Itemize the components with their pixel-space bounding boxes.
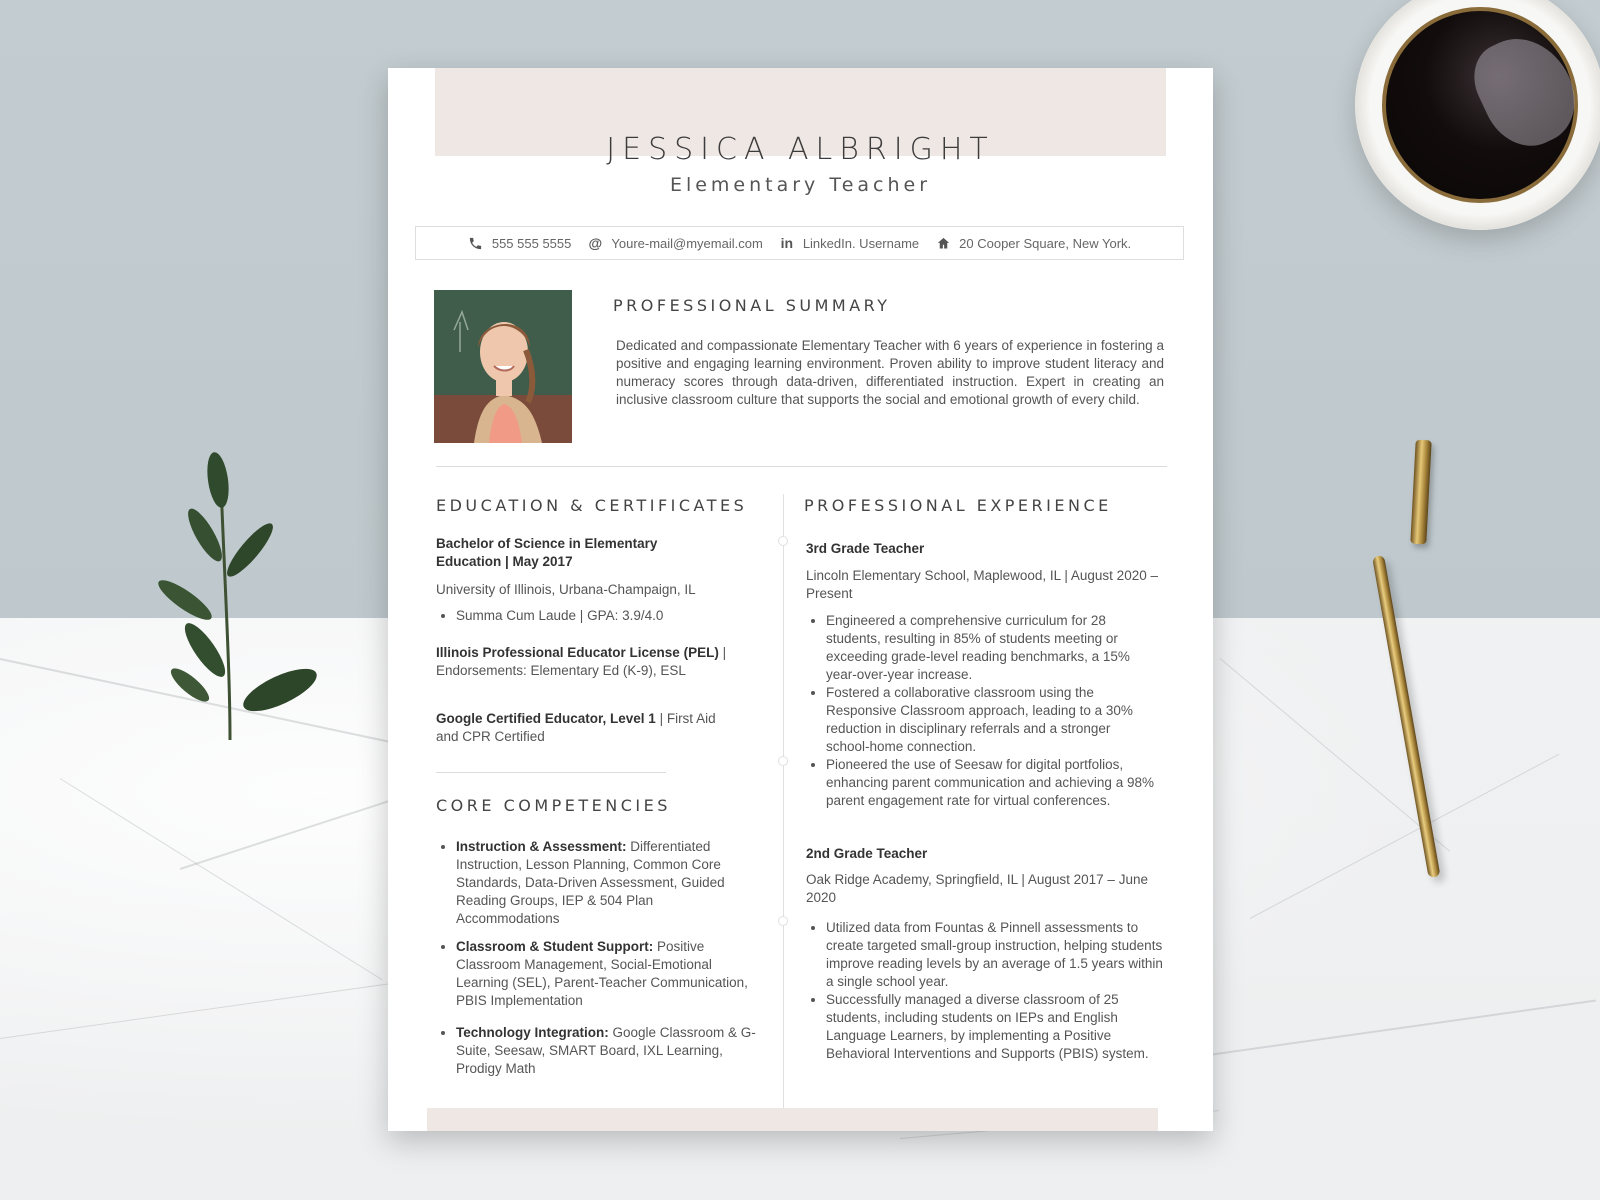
job-place: Lincoln Elementary School, Maplewood, IL | August 2020 – Present [806, 568, 1158, 601]
section-divider [436, 466, 1167, 467]
summary-heading: PROFESSIONAL SUMMARY [613, 296, 891, 315]
summary-text: Dedicated and compassionate Elementary Teacher with 6 years of experience in fostering a positive and engaging learning environment. Proven ability to improve student literacy and numeracy scores through data-driven, differentiated instruction. Expert in creating an inclusive classroom culture that supports the social and emotional growth of every child. [616, 338, 1164, 407]
timeline-dot [778, 756, 788, 766]
contact-email: @ Youre-mail@myemail.com [588, 235, 763, 251]
candidate-name: JESSICA ALBRIGHT [606, 132, 995, 167]
timeline-dot [778, 916, 788, 926]
education-honors: • Summa Cum Laude | GPA: 3.9/4.0 [436, 607, 766, 625]
list-item: • Pioneered the use of Seesaw for digital portfolios, enhancing parent communication and achieving a 98% parent engagement rate for virtual conferences. [826, 756, 1156, 810]
contact-address: 20 Cooper Square, New York. [935, 235, 1131, 251]
resume-page [388, 68, 1213, 1131]
competencies-heading: CORE COMPETENCIES [436, 796, 671, 815]
education-degree: Bachelor of Science in Elementary Education | May 2017 [436, 536, 658, 569]
job-bullets [806, 919, 1171, 1063]
timeline-line [783, 494, 784, 1131]
contact-phone: 555 555 5555 [468, 235, 572, 251]
certificate-pel: Illinois Professional Educator License (PEL) | Endorsements: Elementary Ed (K-9), ESL [436, 645, 727, 678]
plant-sprig [150, 440, 350, 760]
list-item: • Instruction & Assessment: Differentiated Instruction, Lesson Planning, Common Core Standards, Data-Driven Assessment, Guided Reading Groups, IEP & 504 Plan Accommodations [456, 838, 756, 928]
contact-bar [415, 226, 1184, 260]
profile-photo [434, 290, 572, 443]
phone-icon [468, 235, 484, 251]
certificate-google: Google Certified Educator, Level 1 | First Aid and CPR Certified [436, 711, 716, 744]
footer-band [427, 1108, 1158, 1131]
timeline-dot [778, 536, 788, 546]
list-item: • Classroom & Student Support: Positive Classroom Management, Social-Emotional Learning (SEL), Parent-Teacher Communication, PBIS Implementation [456, 938, 756, 1010]
job-role: 3rd Grade Teacher [806, 541, 925, 556]
home-icon [935, 235, 951, 251]
coffee [1382, 7, 1578, 203]
candidate-title: Elementary Teacher [669, 174, 932, 196]
education-school: University of Illinois, Urbana-Champaign, IL [436, 582, 696, 597]
contact-linkedin: in LinkedIn. Username [780, 235, 920, 251]
job-place: Oak Ridge Academy, Springfield, IL | August 2017 – June 2020 [806, 872, 1148, 905]
list-item: • Successfully managed a diverse classroom of 25 students, including students on IEPs and English Language Learners, by implementing a Positive Behavioral Interventions and Supports (PBIS) system. [826, 991, 1171, 1063]
linkedin-icon: in [780, 235, 794, 251]
competencies-list [436, 838, 756, 1078]
job-role: 2nd Grade Teacher [806, 846, 928, 861]
list-item: • Technology Integration: Google Classroom & G-Suite, Seesaw, SMART Board, IXL Learning, Prodigy Math [456, 1024, 756, 1078]
experience-heading: PROFESSIONAL EXPERIENCE [804, 496, 1112, 515]
at-icon: @ [588, 235, 603, 251]
list-item: • Engineered a comprehensive curriculum for 28 students, resulting in 85% of students meeting or exceeding grade-level reading benchmarks, a 15% year-over-year increase. [826, 612, 1156, 684]
job-bullets [806, 612, 1156, 810]
education-heading: EDUCATION & CERTIFICATES [436, 496, 748, 515]
column-rule [436, 772, 666, 773]
list-item: • Utilized data from Fountas & Pinnell assessments to create targeted small-group instruction, helping students improve reading levels by an average of 1.5 years within a single school year. [826, 919, 1171, 991]
list-item: • Fostered a collaborative classroom using the Responsive Classroom approach, leading to a 30% reduction in disciplinary referrals and a stronger school-home connection. [826, 684, 1156, 756]
